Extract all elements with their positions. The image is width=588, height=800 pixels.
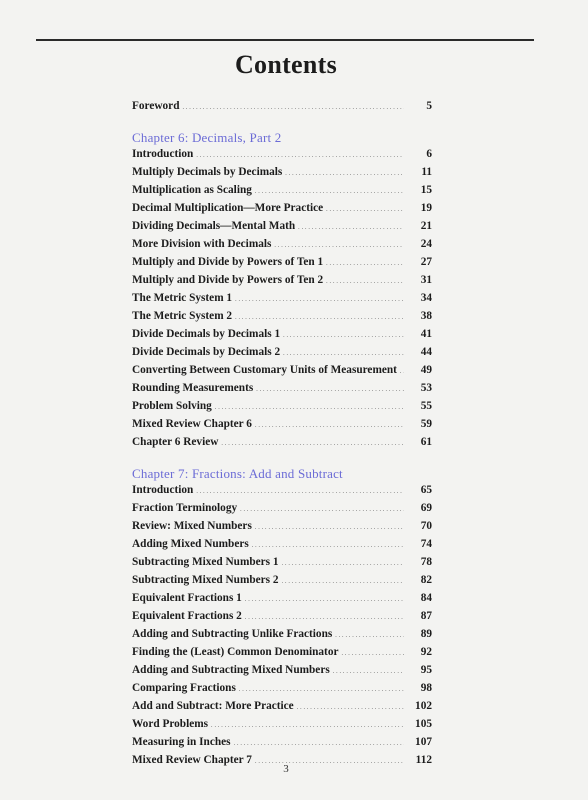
- toc-entry[interactable]: [132, 148, 432, 166]
- page-number: 3: [283, 763, 289, 775]
- toc-entry-page: 98: [420, 682, 432, 694]
- leader-dots: [333, 664, 404, 679]
- leader-dots: [400, 364, 404, 379]
- toc-entry-label: Fraction Terminology: [132, 502, 238, 514]
- toc-entry-page: 55: [420, 400, 432, 412]
- toc-entry[interactable]: [132, 502, 432, 520]
- toc-entry[interactable]: [132, 484, 432, 502]
- toc-entry-page: 82: [420, 574, 432, 586]
- toc-entry-label: Add and Subtract: More Practice: [132, 700, 294, 712]
- leader-dots: [211, 718, 404, 733]
- toc-entry-page: 15: [420, 184, 432, 196]
- toc-entry-page: 34: [420, 292, 432, 304]
- leader-dots: [196, 484, 404, 499]
- toc-entry-page: 21: [420, 220, 432, 232]
- leader-dots: [234, 736, 404, 751]
- toc-entry-label: Converting Between Customary Units of Measurement: [132, 364, 397, 376]
- toc-entry[interactable]: [132, 202, 432, 220]
- leader-dots: [283, 346, 404, 361]
- toc-entry-label: Review: Mixed Numbers: [132, 520, 252, 532]
- toc-entry-page: 11: [421, 166, 432, 178]
- toc-entry[interactable]: [132, 238, 432, 256]
- toc-entry-label: Comparing Fractions: [132, 682, 236, 694]
- toc-entry-label: Equivalent Fractions 1: [132, 592, 242, 604]
- toc-entry-label: Subtracting Mixed Numbers 2: [132, 574, 279, 586]
- toc-entry[interactable]: [132, 574, 432, 592]
- leader-dots: [215, 400, 404, 415]
- leader-dots: [235, 292, 404, 307]
- toc-entry-label: Finding the (Least) Common Denominator: [132, 646, 339, 658]
- toc-entry[interactable]: [132, 328, 432, 346]
- toc-entry-page: 61: [420, 436, 432, 448]
- leader-dots: [240, 502, 404, 517]
- leader-dots: [297, 700, 404, 715]
- toc-entry-label: Dividing Decimals—Mental Math: [132, 220, 296, 232]
- leader-dots: [335, 628, 404, 643]
- chapter-7-entries: [132, 484, 432, 772]
- toc-entry-label: Adding and Subtracting Unlike Fractions: [132, 628, 333, 640]
- toc-entry[interactable]: [132, 628, 432, 646]
- toc-entry-label: Rounding Measurements: [132, 382, 254, 394]
- leader-dots: [285, 166, 404, 181]
- toc-entry-label: Decimal Multiplication—More Practice: [132, 202, 324, 214]
- chapter-6-entries: [132, 148, 432, 454]
- toc-entry[interactable]: [132, 556, 432, 574]
- leader-dots: [255, 520, 404, 535]
- leader-dots: [255, 418, 404, 433]
- toc-entry-page: 84: [420, 592, 432, 604]
- toc-entry-page: 105: [415, 718, 432, 730]
- leader-dots: [298, 220, 404, 235]
- toc-entry[interactable]: [132, 310, 432, 328]
- toc-entry-page: 44: [420, 346, 432, 358]
- toc-entry[interactable]: [132, 364, 432, 382]
- toc-entry-label: Adding Mixed Numbers: [132, 538, 249, 550]
- leader-dots: [256, 382, 404, 397]
- toc-entry-page: 102: [415, 700, 432, 712]
- table-of-contents: [132, 100, 432, 772]
- toc-entry[interactable]: [132, 664, 432, 682]
- toc-entry-label: Word Problems: [132, 718, 209, 730]
- leader-dots: [239, 682, 404, 697]
- toc-entry-foreword[interactable]: [132, 100, 432, 118]
- toc-entry[interactable]: [132, 718, 432, 736]
- toc-entry-page: 49: [420, 364, 432, 376]
- toc-entry-label: Multiplication as Scaling: [132, 184, 252, 196]
- toc-entry-label: Introduction: [132, 148, 194, 160]
- leader-dots: [196, 148, 404, 163]
- leader-dots: [283, 328, 404, 343]
- leader-dots: [282, 556, 404, 571]
- toc-entry-page: 6: [426, 148, 432, 160]
- toc-entry-label: Adding and Subtracting Mixed Numbers: [132, 664, 330, 676]
- leader-dots: [326, 274, 404, 289]
- toc-entry-page: 69: [420, 502, 432, 514]
- toc-entry[interactable]: [132, 346, 432, 364]
- leader-dots: [274, 238, 404, 253]
- toc-entry-page: 78: [420, 556, 432, 568]
- toc-entry[interactable]: [132, 520, 432, 538]
- toc-entry-label: Multiply and Divide by Powers of Ten 1: [132, 256, 324, 268]
- toc-entry[interactable]: [132, 610, 432, 628]
- page-title: Contents: [234, 50, 338, 79]
- toc-entry-label: Multiply and Divide by Powers of Ten 2: [132, 274, 324, 286]
- leader-dots: [326, 202, 404, 217]
- toc-entry[interactable]: [132, 436, 432, 454]
- toc-entry-label: Measuring in Inches: [132, 736, 231, 748]
- chapter-6-heading: Chapter 6: Decimals, Part 2: [132, 130, 282, 145]
- toc-entry-label: More Division with Decimals: [132, 238, 272, 250]
- toc-entry[interactable]: [132, 736, 432, 754]
- toc-entry[interactable]: [132, 184, 432, 202]
- toc-entry-page: 89: [420, 628, 432, 640]
- toc-entry-label: Foreword: [132, 100, 180, 112]
- leader-dots: [326, 256, 404, 271]
- toc-entry-label: The Metric System 2: [132, 310, 233, 322]
- toc-entry-page: 87: [420, 610, 432, 622]
- toc-entry-page: 5: [426, 100, 432, 112]
- toc-entry-label: Chapter 6 Review: [132, 436, 219, 448]
- leader-dots: [245, 610, 404, 625]
- leader-dots: [255, 184, 404, 199]
- toc-entry-page: 107: [415, 736, 432, 748]
- leader-dots: [221, 436, 404, 451]
- toc-entry-label: Divide Decimals by Decimals 2: [132, 346, 281, 358]
- toc-entry[interactable]: [132, 700, 432, 718]
- leader-dots: [252, 538, 404, 553]
- toc-entry-label: The Metric System 1: [132, 292, 233, 304]
- toc-entry[interactable]: [132, 538, 432, 556]
- toc-entry-page: 112: [415, 754, 432, 766]
- toc-entry-label: Subtracting Mixed Numbers 1: [132, 556, 279, 568]
- leader-dots: [282, 574, 404, 589]
- toc-entry-page: 41: [420, 328, 432, 340]
- toc-entry[interactable]: [132, 292, 432, 310]
- toc-entry-page: 70: [420, 520, 432, 532]
- toc-entry-page: 27: [420, 256, 432, 268]
- toc-entry-page: 65: [420, 484, 432, 496]
- toc-entry[interactable]: [132, 418, 432, 436]
- toc-entry-page: 24: [420, 238, 432, 250]
- leader-dots: [245, 592, 404, 607]
- toc-entry-page: 95: [420, 664, 432, 676]
- toc-entry[interactable]: [132, 220, 432, 238]
- toc-entry-page: 59: [420, 418, 432, 430]
- toc-entry-page: 53: [420, 382, 432, 394]
- toc-entry-page: 31: [420, 274, 432, 286]
- toc-entry-label: Mixed Review Chapter 7: [132, 754, 252, 766]
- toc-entry-label: Divide Decimals by Decimals 1: [132, 328, 281, 340]
- toc-entry-label: Introduction: [132, 484, 194, 496]
- toc-entry-page: 74: [420, 538, 432, 550]
- chapter-7-heading: Chapter 7: Fractions: Add and Subtract: [132, 466, 343, 481]
- toc-entry[interactable]: [132, 382, 432, 400]
- leader-dots: [235, 310, 404, 325]
- toc-entry[interactable]: [132, 682, 432, 700]
- toc-entry-label: Problem Solving: [132, 400, 212, 412]
- toc-entry[interactable]: [132, 256, 432, 274]
- toc-entry[interactable]: [132, 400, 432, 418]
- toc-entry-label: Mixed Review Chapter 6: [132, 418, 252, 430]
- toc-entry[interactable]: [132, 592, 432, 610]
- toc-entry[interactable]: [132, 274, 432, 292]
- toc-entry[interactable]: [132, 646, 432, 664]
- toc-entry-label: Equivalent Fractions 2: [132, 610, 242, 622]
- leader-dots: [341, 646, 404, 661]
- top-rule: [36, 39, 534, 41]
- toc-entry[interactable]: [132, 166, 432, 184]
- toc-entry-label: Multiply Decimals by Decimals: [132, 166, 283, 178]
- toc-entry-page: 92: [420, 646, 432, 658]
- leader-dots: [182, 100, 404, 115]
- toc-entry-page: 19: [420, 202, 432, 214]
- toc-entry-page: 38: [420, 310, 432, 322]
